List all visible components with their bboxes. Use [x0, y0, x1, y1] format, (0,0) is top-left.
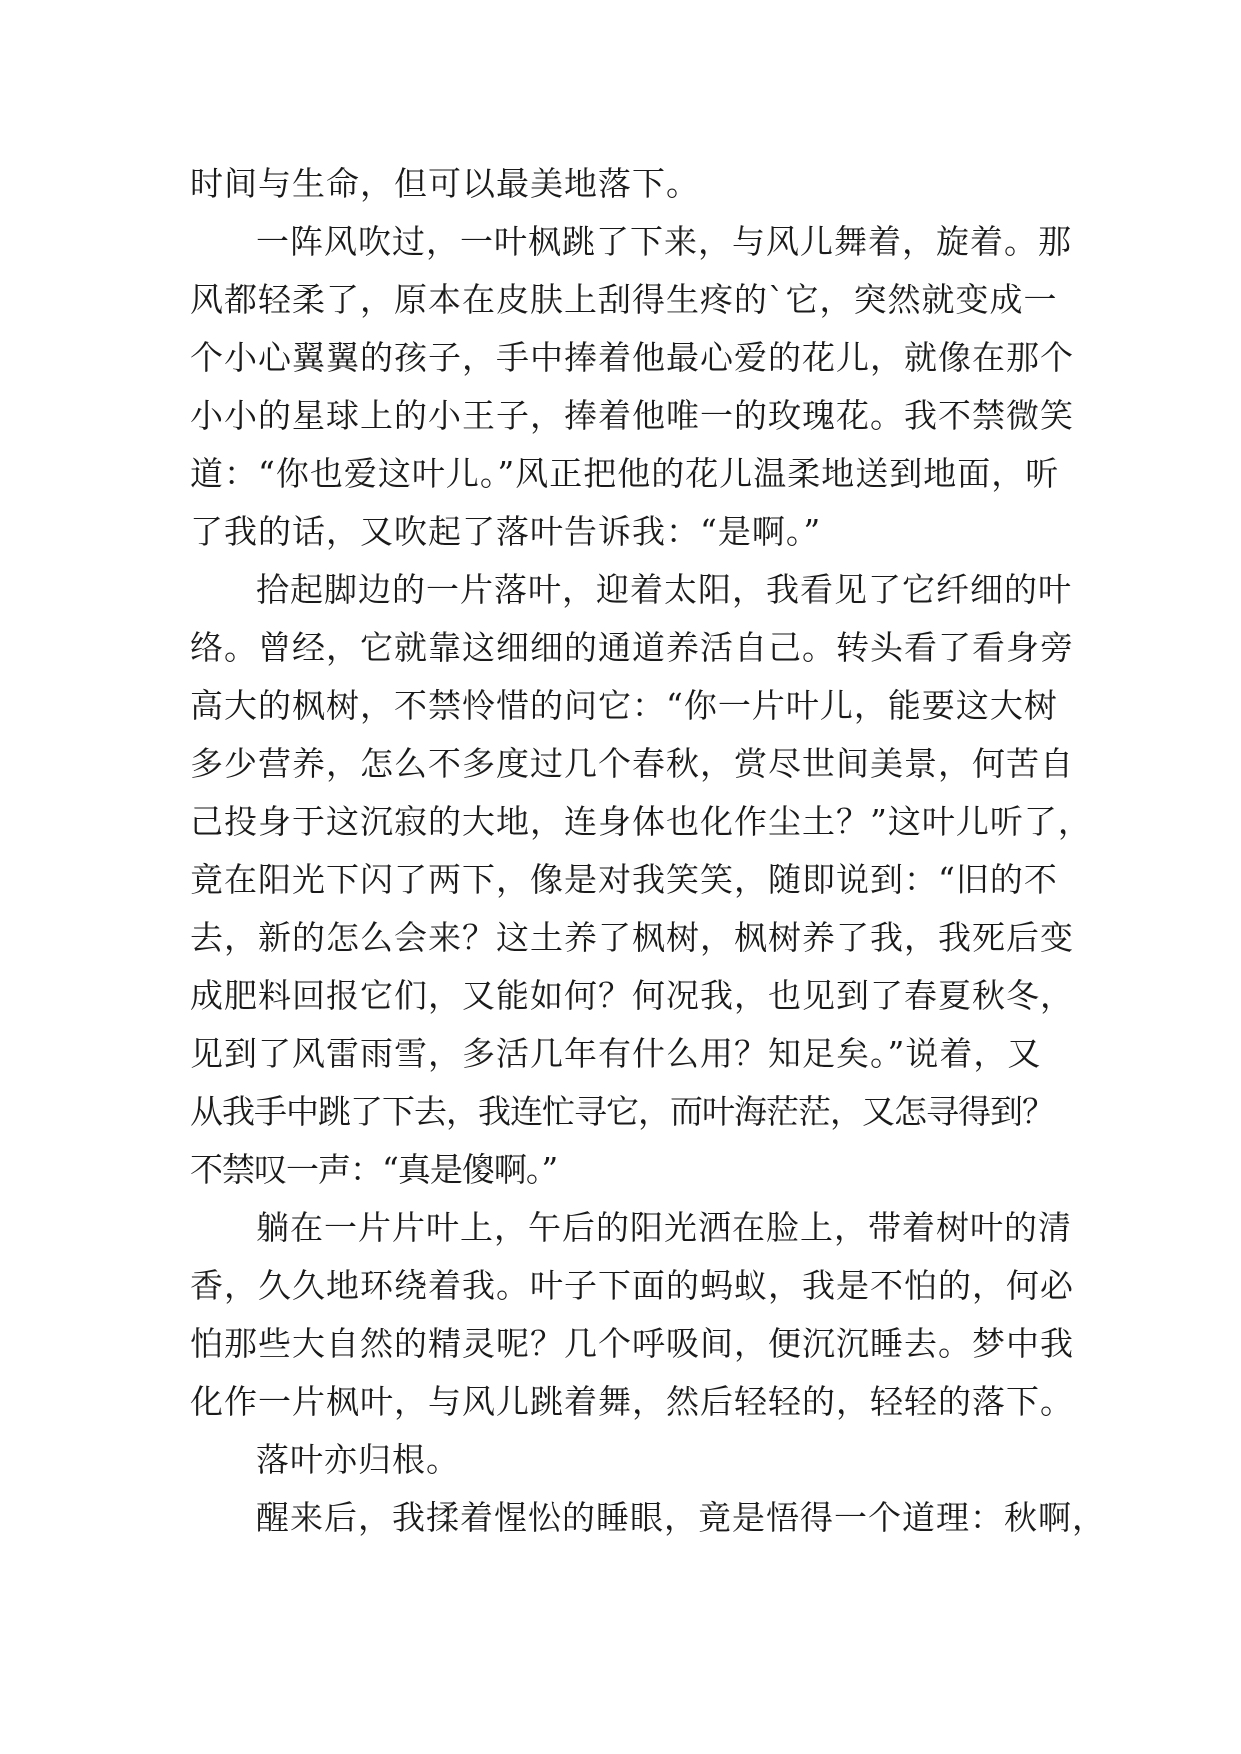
- text-line-20: 香，久久地环绕着我。叶子下面的蚂蚁，我是不怕的，何必: [190, 1266, 1074, 1305]
- text-line-11: 多少营养，怎么不多度过几个春秋，赏尽世间美景，何苦自: [190, 744, 1074, 783]
- text-line-14: 去，新的怎么会来？这土养了枫树，枫树养了我，我死后变: [190, 918, 1074, 957]
- text-line-16: 见到了风雷雨雪，多活几年有什么用？知足矣。”说着，又: [190, 1034, 1042, 1073]
- text-line-12: 己投身于这沉寂的大地，连身体也化作尘土？”这叶儿听了，: [190, 802, 1092, 841]
- text-line-3: 风都轻柔了，原本在皮肤上刮得生疼的`它，突然就变成一: [190, 280, 1058, 319]
- text-line-22: 化作一片枫叶，与风儿跳着舞，然后轻轻的，轻轻的落下。: [190, 1382, 1074, 1421]
- text-line-5: 小小的星球上的小王子，捧着他唯一的玫瑰花。我不禁微笑: [190, 396, 1074, 435]
- text-line-23: 落叶亦归根。: [256, 1440, 460, 1479]
- text-line-6: 道：“你也爱这叶儿。”风正把他的花儿温柔地送到地面，听: [190, 454, 1060, 493]
- text-line-7: 了我的话，又吹起了落叶告诉我：“是啊。”: [190, 512, 822, 551]
- text-line-21: 怕那些大自然的精灵呢？几个呼吸间，便沉沉睡去。梦中我: [190, 1324, 1074, 1363]
- text-column: [190, 155, 1106, 1547]
- text-line-9: 络。曾经，它就靠这细细的通道养活自己。转头看了看身旁: [190, 628, 1074, 667]
- text-line-15: 成肥料回报它们，又能如何？何况我，也见到了春夏秋冬，: [190, 976, 1074, 1015]
- text-line-1: 时间与生命，但可以最美地落下。: [190, 164, 700, 203]
- text-line-2: 一阵风吹过，一叶枫跳了下来，与风儿舞着，旋着。那: [256, 222, 1072, 261]
- text-line-13: 竟在阳光下闪了两下，像是对我笑笑，随即说到：“旧的不: [190, 860, 1058, 899]
- text-line-24: 醒来后，我揉着惺忪的睡眼，竟是悟得一个道理：秋啊，: [256, 1498, 1106, 1537]
- text-line-17: 从我手中跳了下去，我连忙寻它，而叶海茫茫，又怎寻得到？: [190, 1092, 1054, 1131]
- text-line-19: 躺在一片片叶上，午后的阳光洒在脸上，带着树叶的清: [256, 1208, 1072, 1247]
- text-line-18: 不禁叹一声：“真是傻啊。”: [190, 1150, 558, 1189]
- text-line-10: 高大的枫树，不禁怜惜的问它：“你一片叶儿，能要这大树: [190, 686, 1058, 725]
- text-line-4: 个小心翼翼的孩子，手中捧着他最心爱的花儿，就像在那个: [190, 338, 1074, 377]
- text-line-8: 拾起脚边的一片落叶，迎着太阳，我看见了它纤细的叶: [256, 570, 1072, 609]
